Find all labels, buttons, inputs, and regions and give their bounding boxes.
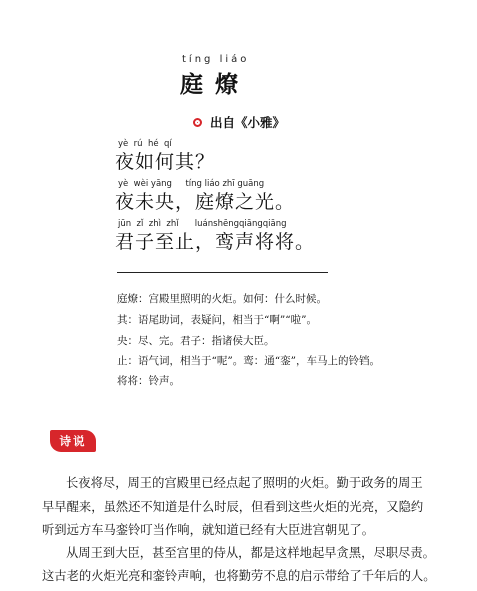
poem-line-2-pinyin: yè wèi yāng tíng liáo zhī guāng [118,179,265,189]
note-item: 止：语气词，相当于“呢”。鸾：通“銮”，车马上的铃铛。 [117,355,380,367]
note-item: 庭燎：宫殿里照明的火炬。如何：什么时候。 [117,293,327,305]
divider [117,272,328,273]
paragraph-line: 这古老的火炬光亮和銮铃声响，也将勤劳不息的启示带给了千年后的人。 [42,569,436,583]
paragraph-line: 听到远方车马銮铃叮当作响，就知道已经有大臣进宫朝见了。 [42,523,375,537]
poem-line-1: 夜如何其？ [115,151,216,173]
poem-line-2: 夜未央，庭燎之光。 [115,191,296,213]
paragraph-line: 早早醒来，虽然还不知道是什么时辰，但看到这些火炬的光亮，又隐约 [42,500,424,514]
poem-line-3-pinyin: jūn zǐ zhì zhǐ luánshēngqiāngqiāng [118,219,287,229]
note-item: 其：语尾助词，表疑问，相当于“啊”“啦”。 [117,314,317,326]
note-item: 央：尽、完。君子：指诸侯大臣。 [117,335,275,347]
poem-line-3: 君子至止，鸾声将将。 [115,231,316,253]
source-label: 出自《小雅》 [210,115,286,130]
page-title: 庭燎 [180,71,250,98]
source-line [193,113,285,131]
target-icon [193,118,202,127]
title-pinyin: tíng liáo [182,54,250,65]
paragraph-line: 从周王到大臣，甚至宫里的侍从，都是这样地起早贪黑，尽职尽责。 [66,546,435,560]
section-tag: 诗说 [50,430,96,452]
note-item: 将将：铃声。 [117,375,180,387]
paragraph-line: 长夜将尽，周王的宫殿里已经点起了照明的火炬。勤于政务的周王 [66,476,423,490]
poem-line-1-pinyin: yè rú hé qí [118,139,172,149]
